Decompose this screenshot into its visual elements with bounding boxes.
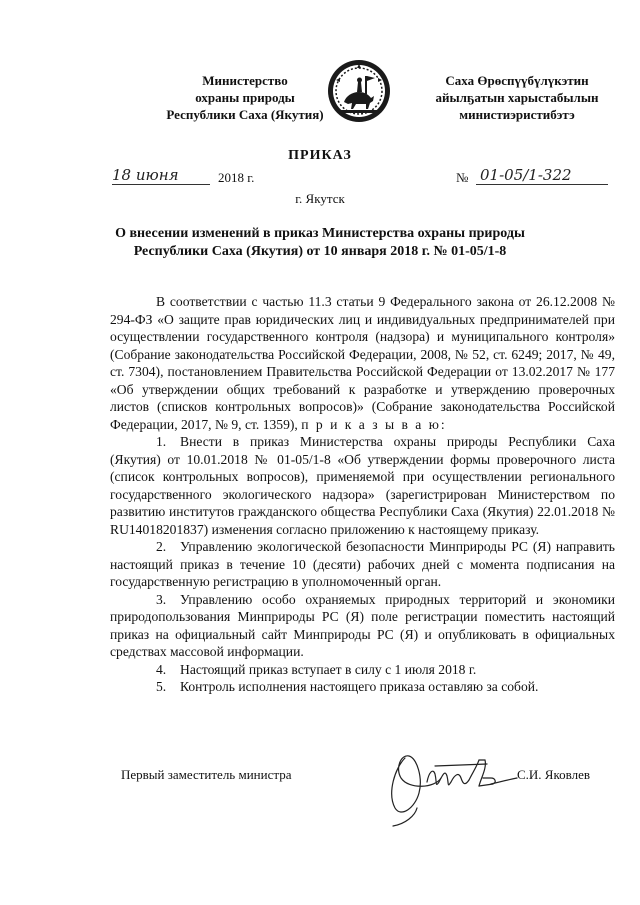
header-left-line-2: охраны природы: [195, 90, 295, 105]
handwritten-signature-icon: [375, 738, 525, 830]
list-item: [110, 538, 615, 591]
list-item-text: Контроль исполнения настоящего приказа оставляю за собой.: [180, 679, 539, 694]
order-word: п р и к а з ы в а ю:: [301, 416, 447, 432]
list-item: [110, 591, 615, 661]
ministry-name-yakut: [398, 72, 636, 123]
list-item-number: 4.: [156, 661, 167, 677]
order-body: [110, 293, 615, 696]
date-underline: [112, 183, 210, 185]
list-item-number: 3.: [156, 591, 167, 607]
list-item-text: Внести в приказ Министерства охраны природы Республики Саха (Якутия) от 10.01.2018 № 01-05/1-8 «Об утверждении формы проверочного листа (список контрольных вопросов), применяемой при осуществлении регионального государственного экологического надзора» (зарегистрирован Министерством по развитию институтов гражданского общества Республики Саха (Якутия) 22.01.2018 № RU14018201837) изменения согласно приложению к настоящему приказу.: [110, 434, 615, 537]
signatory-name: С.И. Яковлев: [517, 767, 590, 782]
number-underline: [476, 183, 608, 185]
date-year: 2018 г.: [218, 170, 255, 185]
list-item-text: Настоящий приказ вступает в силу с 1 июля 2018 г.: [180, 661, 477, 677]
list-item: [110, 678, 615, 696]
list-item: [110, 661, 615, 679]
header-right-line-2: айылҕатын харыстабылын: [435, 90, 599, 105]
sakha-coat-of-arms-icon: [326, 58, 392, 124]
city: г. Якутск: [295, 191, 345, 206]
number-label: №: [456, 170, 469, 185]
list-item-number: 1.: [156, 434, 167, 449]
header-left-line-3: Республики Саха (Якутия): [166, 107, 324, 122]
list-item-text: Управлению экологической безопасности Минприроды РС (Я) направить настоящий приказ в течение 10 (десяти) рабочих дней с момента подписания на государственную регистрацию в уполномоченный орган.: [110, 539, 615, 589]
date-handwritten: 18 июня: [112, 166, 179, 184]
number-handwritten: 01-05/1-322: [480, 166, 572, 184]
intro-paragraph: [110, 293, 615, 433]
header-right-line-3: министиэристибэтэ: [459, 107, 575, 122]
document-title: ПРИКАЗ: [288, 148, 352, 163]
list-item-number: 5.: [156, 679, 167, 694]
order-subject: О внесении изменений в приказ Министерства охраны природы Республики Саха (Якутия) от 10 января 2018 г. № 01-05/1-8: [115, 226, 525, 259]
intro-text: В соответствии с частью 11.3 статьи 9 Федерального закона от 26.12.2008 № 294-ФЗ «О защите прав юридических лиц и индивидуальных предпринимателей при осуществлении государственного контроля (надзора) и муниципального контроля» (Собрание законодательства Российской Федерации, 2008, № 52, ст. 6249; 2017, № 49, ст. 7304), постановлением Правительства Российской Федерации от 13.02.2017 № 177 «Об утверждении общих требований к разработке и утверждению проверочных листов (списков контрольных вопросов)» (Собрание законодательства Российской Федерации, 2017, № 9, ст. 1359),: [110, 294, 615, 432]
list-item-number: 2.: [156, 539, 167, 554]
list-item: [110, 433, 615, 538]
header-left-line-1: Министерство: [202, 73, 288, 88]
header-right-line-1: Саха Өрөспүүбүлүкэтин: [445, 73, 589, 88]
list-item-text: Управлению особо охраняемых природных территорий и экономики природопользования Минприроды РС (Я) поле регистрации поместить настоящий приказ на официальный сайт Минприроды РС (Я) и опубликовать в официальных средствах массовой информации.: [110, 591, 615, 659]
signatory-position: Первый заместитель министра: [121, 767, 292, 782]
ministry-name-russian: [145, 72, 345, 123]
